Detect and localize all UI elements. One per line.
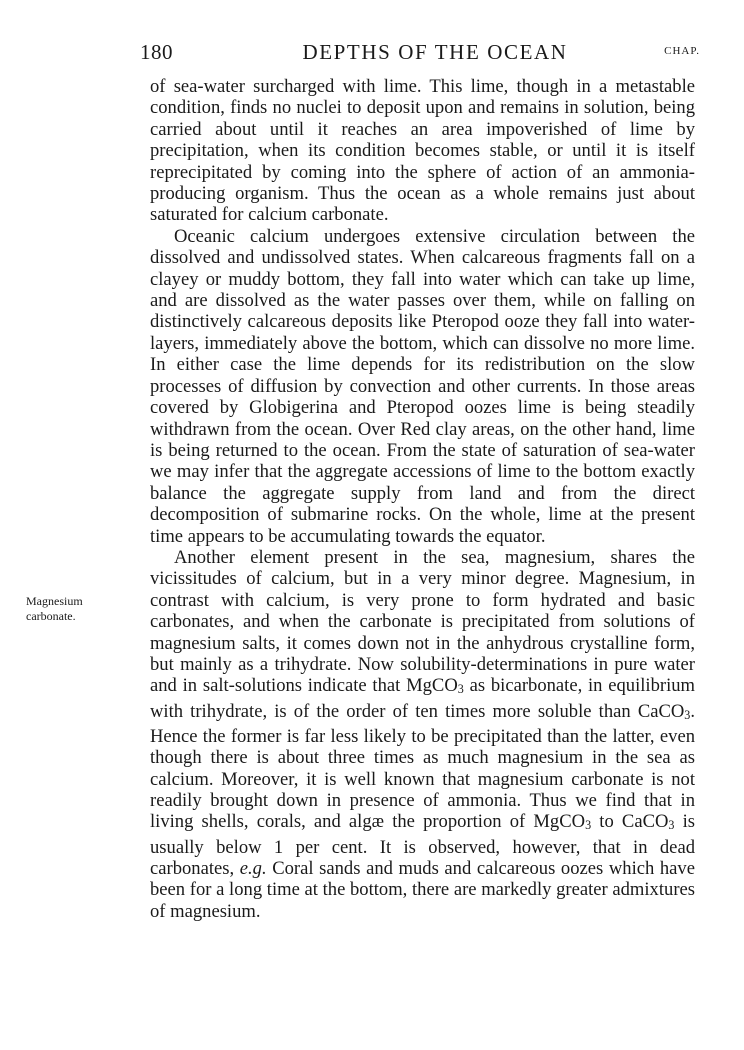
text-run: Another element present in the sea, magnesium, shares the vicissitudes of calcium, but in a very minor degree. Magnesium, in contrast with calcium, is very prone to form hydrated and basic carbonates, and when the carbonate is precipitated from solutions of magnesium salts, it comes down not in the anhydrous crystalline form, but mainly as a trihydrate. Now solubility-determinations in pure water and in salt-solutions indicate that xyxy=(150,546,695,697)
margin-note xyxy=(26,594,136,624)
text-run: . Hence the former is far less likely to be precipitated than the latter, even though there is about three times as much magnesium in the sea as calcium. Moreover, it is well known that magnesium carbonate is not readily brought down in presence of ammonia. Thus we find that in living shells, corals, and algæ the proportion of xyxy=(150,700,695,833)
text-run: is usually below 1 per cent. It is observed, however, that in dead carbonates, xyxy=(150,811,696,880)
paragraph-1: of sea-water surcharged with lime. This lime, though in a metastable condition, finds no nuclei to deposit upon and remains in solution, being carried about until it reaches an area impoverished of lime by precipitation, when its condition becomes stable, or until it is itself reprecipitated by coming into the sphere of action of an ammonia-producing organism. Thus the ocean as a whole remains just about saturated for calcium carbonate. xyxy=(150,76,695,226)
margin-note-line-1: Magnesium xyxy=(26,594,83,608)
page-number: 180 xyxy=(140,40,173,64)
paragraph-2: Oceanic calcium undergoes extensive circulation between the dissolved and undissolved states. When calcareous fragments fall on a clayey or muddy bottom, they fall into water which can take up lime, and are dissolved as the water passes over them, while on falling on distinctively calcareous deposits like Pteropod ooze they fall into water-layers, immediately above the bottom, which can dissolve no more lime. In either case the lime depends for its redistribution on the slow processes of diffusion by convection and other currents. In those areas covered by Globigerina and Pteropod oozes lime is being steadily withdrawn from the ocean. Over Red clay areas, on the other hand, lime is being returned to the ocean. From the state of saturation of sea-water we may infer that the aggregate accessions of lime to the bottom exactly balance the aggregate supply from land and from the direct decomposition of submarine rocks. On the whole, lime at the present time appears to be accumulating towards the equator. xyxy=(150,225,695,547)
running-header xyxy=(140,40,700,70)
chapter-abbrev: CHAP. xyxy=(664,45,700,57)
formula-caco3: CaCO3 xyxy=(621,811,675,833)
text-run: Coral sands and muds and calcareous oozes which have been for a long time at the bottom, there are markedly greater admixtures of magnesium. xyxy=(150,858,695,922)
abbrev-eg: e.g. xyxy=(239,858,267,880)
formula-mgco3: MgCO3 xyxy=(533,811,592,833)
running-title: DEPTHS OF THE OCEAN xyxy=(302,40,568,64)
formula-mgco3: MgCO3 xyxy=(406,675,464,697)
paragraph-3 xyxy=(150,547,695,922)
text-run: as bicarbonate, in equilibrium with trihydrate, is of the order of ten times more soluble than xyxy=(150,675,695,722)
margin-note-line-2: carbonate. xyxy=(26,609,76,623)
text-run: to xyxy=(599,811,614,833)
formula-caco3: CaCO3 xyxy=(637,700,691,722)
body-text xyxy=(150,76,695,922)
